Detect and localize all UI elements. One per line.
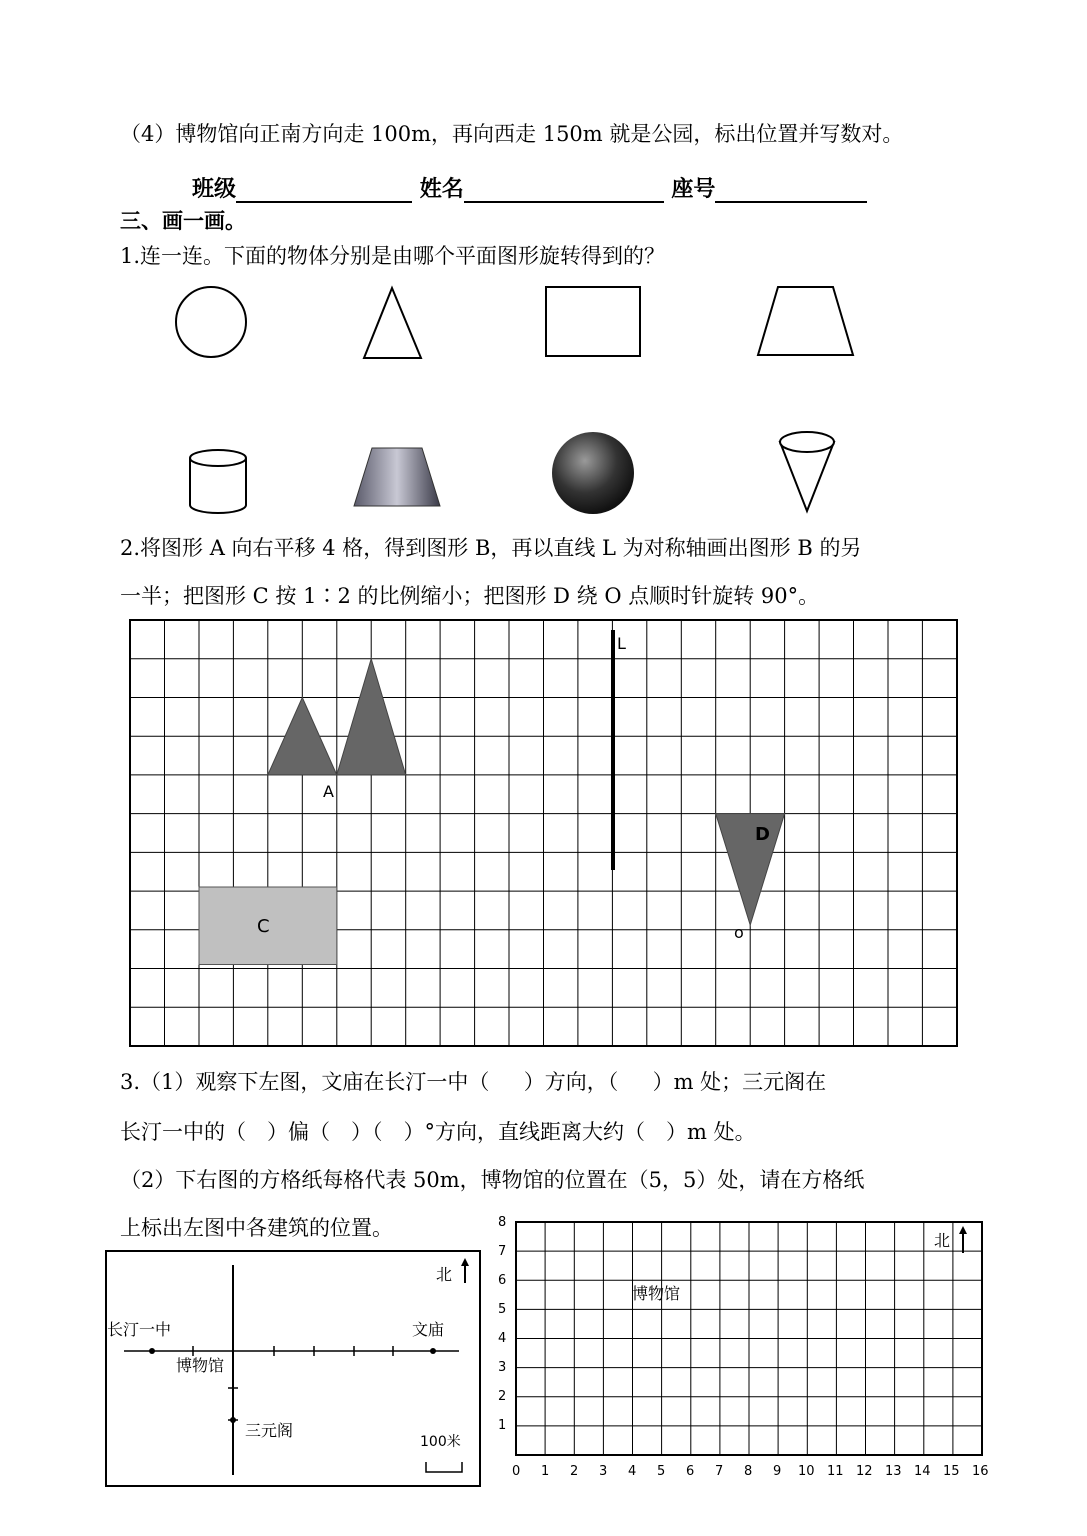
rectangle-shape[interactable]	[546, 287, 640, 356]
x-tick: 15	[943, 1464, 960, 1479]
q2-line2: 一半；把图形 C 按 1∶2 的比例缩小；把图形 D 绕 O 点顺时针旋转 90°。	[120, 584, 820, 608]
y-tick: 2	[498, 1389, 507, 1404]
q3-line4: 上标出左图中各建筑的位置。	[120, 1216, 393, 1240]
right-map-grid	[516, 1222, 982, 1455]
y-tick: 4	[498, 1331, 507, 1346]
x-tick: 0	[512, 1464, 521, 1479]
circle-shape[interactable]	[176, 287, 246, 357]
x-tick: 7	[715, 1464, 724, 1479]
seat-label: 座号	[671, 176, 716, 202]
left-north-label: 北	[436, 1265, 453, 1284]
y-tick: 8	[498, 1215, 507, 1230]
x-tick: 5	[657, 1464, 666, 1479]
x-tick: 12	[856, 1464, 873, 1479]
label-l: L	[617, 634, 626, 653]
q3-line1: 3.（1）观察下左图，文庙在长汀一中（ ）方向，（ ）m 处；三元阁在	[120, 1070, 827, 1094]
lampshade-solid[interactable]	[354, 448, 440, 506]
x-tick: 3	[599, 1464, 608, 1479]
q3-line2: 长汀一中的（ ）偏（ ）（ ）°方向，直线距离大约（ ）m 处。	[120, 1120, 756, 1144]
q1-text: 1.连一连。下面的物体分别是由哪个平面图形旋转得到的？	[120, 244, 666, 268]
sanyuan-point[interactable]	[230, 1417, 236, 1423]
y-tick: 6	[498, 1273, 507, 1288]
school-label: 长汀一中	[107, 1320, 172, 1339]
name-label: 姓名	[419, 176, 464, 202]
left-map	[106, 1251, 480, 1486]
x-tick: 6	[686, 1464, 695, 1479]
sanyuan-label: 三元阁	[245, 1421, 294, 1440]
y-tick: 7	[498, 1244, 507, 1259]
cylinder-solid[interactable]	[190, 450, 246, 513]
y-tick: 3	[498, 1360, 507, 1375]
q2-line1: 2.将图形 A 向右平移 4 格，得到图形 B，再以直线 L 为对称轴画出图形 B 的另	[120, 536, 862, 560]
figure-d-triangle[interactable]	[716, 814, 785, 925]
figure-a-right-triangle[interactable]	[337, 659, 406, 775]
museum-label-left: 博物馆	[176, 1356, 225, 1375]
class-label: 班级	[192, 176, 237, 202]
x-tick: 14	[914, 1464, 931, 1479]
x-tick: 16	[972, 1464, 989, 1479]
scale-label: 100米	[420, 1434, 461, 1450]
x-tick: 4	[628, 1464, 637, 1479]
q2-grid	[130, 620, 957, 1046]
y-tick: 5	[498, 1302, 507, 1317]
x-tick: 9	[773, 1464, 782, 1479]
x-tick: 13	[885, 1464, 902, 1479]
temple-label: 文庙	[412, 1320, 445, 1339]
trapezoid-shape[interactable]	[758, 287, 853, 355]
right-north-label: 北	[934, 1231, 951, 1250]
temple-point[interactable]	[430, 1348, 436, 1354]
x-tick: 11	[827, 1464, 844, 1479]
label-a: A	[323, 782, 334, 801]
school-point[interactable]	[149, 1348, 155, 1354]
cone-solid[interactable]	[780, 432, 834, 511]
x-tick: 8	[744, 1464, 753, 1479]
label-d: D	[755, 824, 770, 845]
scale-bar	[426, 1462, 462, 1472]
x-tick: 10	[798, 1464, 815, 1479]
q3-line3: （2）下右图的方格纸每格代表 50m，博物馆的位置在（5，5）处，请在方格纸	[120, 1168, 865, 1192]
x-tick: 2	[570, 1464, 579, 1479]
label-o: o	[734, 923, 744, 942]
label-c: C	[257, 916, 270, 937]
ball-solid[interactable]	[552, 432, 634, 514]
x-tick: 1	[541, 1464, 550, 1479]
y-tick: 1	[498, 1418, 507, 1433]
triangle-shape[interactable]	[364, 288, 421, 358]
section-title: 三、画一画。	[120, 208, 246, 233]
museum-label-right: 博物馆	[632, 1284, 681, 1303]
q4-line: （4）博物馆向正南方向走 100m，再向西走 150m 就是公园，标出位置并写数对。	[120, 122, 904, 146]
